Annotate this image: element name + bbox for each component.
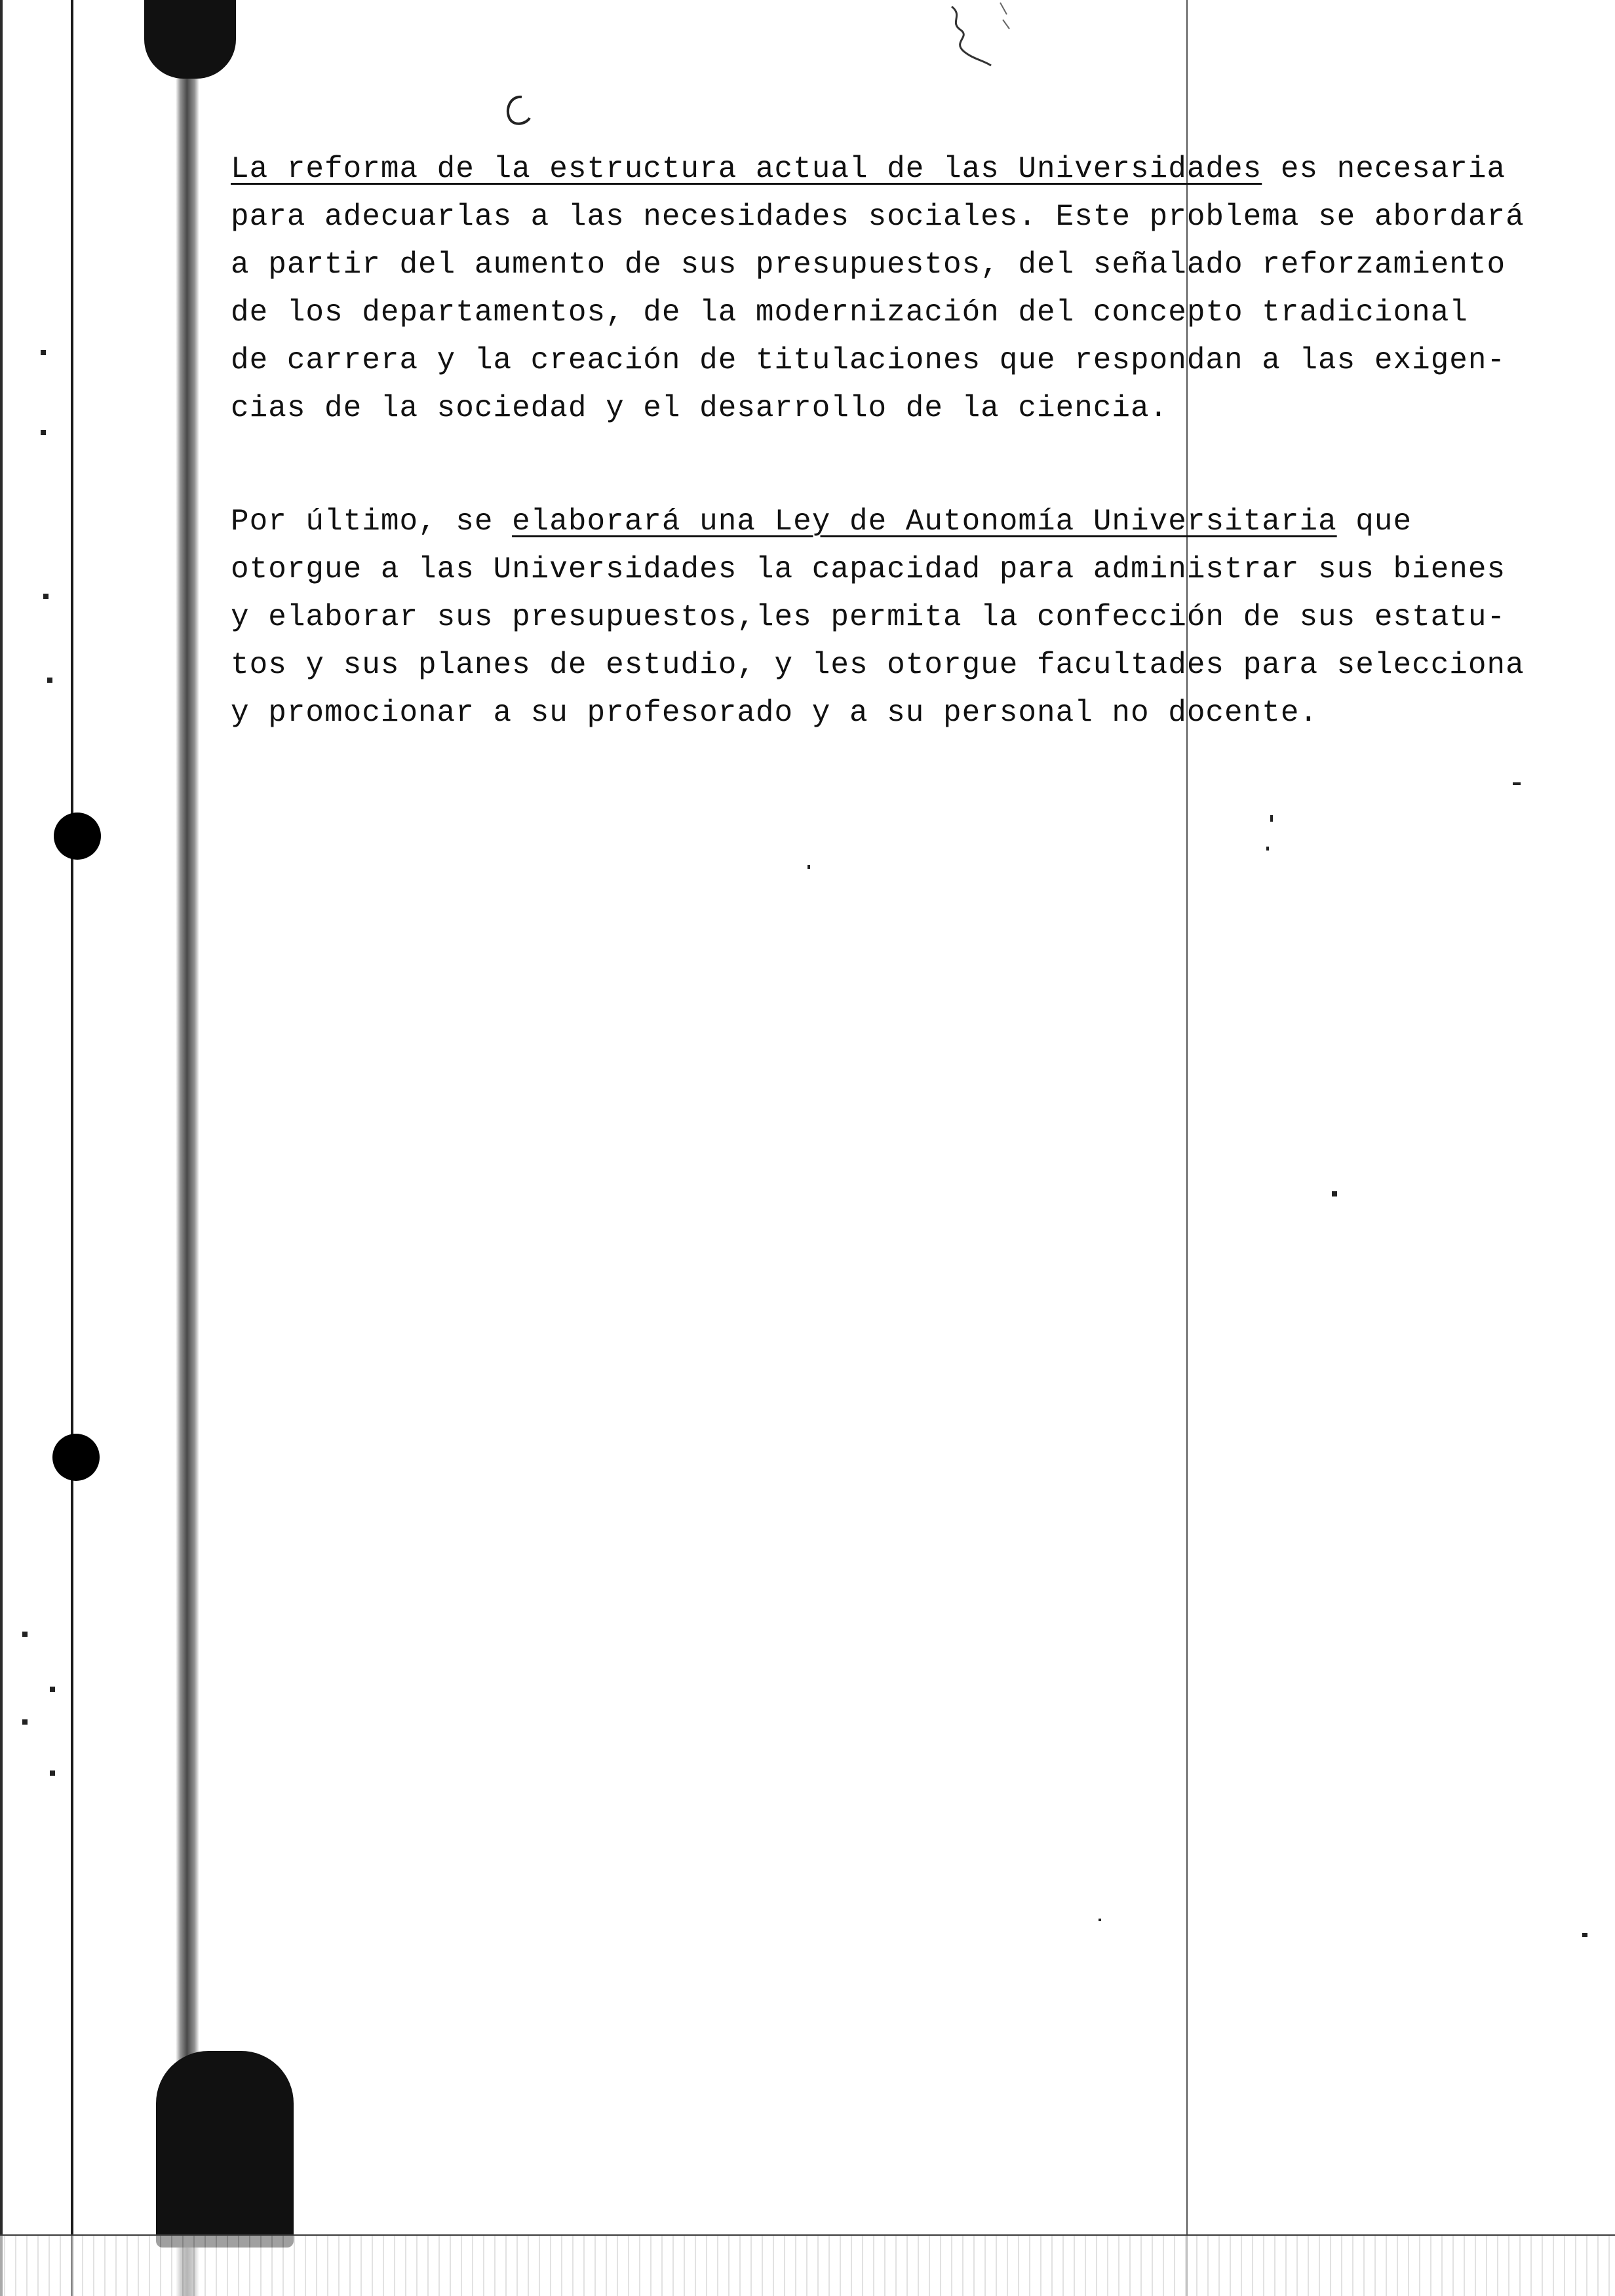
underlined-phrase: elaborará una Ley de Autonomía Universitaria bbox=[512, 505, 1337, 539]
speck bbox=[43, 594, 49, 599]
paragraph-line: de carrera y la creación de titulaciones que respondan a las exigen- bbox=[231, 343, 1506, 377]
speck bbox=[50, 1770, 55, 1776]
scan-noise bbox=[0, 2236, 1615, 2296]
paragraph-line: para adecuarlas a las necesidades sociales. Este problema se abordará bbox=[231, 200, 1525, 234]
paragraph-line: tos y sus planes de estudio, y les otorgue facultades para selecciona bbox=[231, 648, 1525, 682]
paragraph-line: otorgue a las Universidades la capacidad para administrar sus bienes bbox=[231, 552, 1506, 586]
paragraph-line: La reforma de la estructura actual de las Universidades es necesaria bbox=[231, 152, 1506, 186]
punch-hole bbox=[52, 1434, 100, 1481]
binding-shadow-bottom bbox=[156, 2051, 294, 2248]
speck bbox=[1266, 847, 1269, 851]
punch-hole bbox=[54, 813, 101, 860]
speck bbox=[808, 865, 810, 869]
page-edge bbox=[0, 0, 3, 2296]
underlined-phrase: La reforma de la estructura actual de las Universidades bbox=[231, 152, 1262, 186]
speck bbox=[1513, 782, 1521, 785]
binding-shadow-top bbox=[144, 0, 236, 79]
speck bbox=[22, 1719, 28, 1725]
paragraph-university-reform bbox=[231, 145, 1581, 432]
speck bbox=[1270, 815, 1273, 822]
binding-shadow bbox=[176, 0, 199, 2296]
speck bbox=[1099, 1919, 1101, 1921]
paragraph-line: cias de la sociedad y el desarrollo de la ciencia. bbox=[231, 391, 1169, 425]
speck bbox=[47, 678, 52, 683]
speck bbox=[41, 350, 46, 355]
margin-rule bbox=[71, 0, 73, 2296]
paragraph-line: a partir del aumento de sus presupuestos, del señalado reforzamiento bbox=[231, 248, 1506, 282]
paragraph-autonomy-law bbox=[231, 498, 1581, 737]
paragraph-line: y elaborar sus presupuestos,les permita la confección de sus estatu- bbox=[231, 600, 1506, 634]
paragraph-line: de los departamentos, de la modernización del concepto tradicional bbox=[231, 296, 1468, 330]
paragraph-line: Por último, se elaborará una Ley de Autonomía Universitaria que bbox=[231, 505, 1412, 539]
speck bbox=[50, 1687, 55, 1692]
speck bbox=[1582, 1933, 1587, 1937]
pencil-mark bbox=[944, 0, 1022, 72]
pen-mark bbox=[498, 92, 537, 131]
speck bbox=[41, 430, 46, 435]
paragraph-line: y promocionar a su profesorado y a su personal no docente. bbox=[231, 696, 1319, 730]
speck bbox=[1332, 1191, 1337, 1196]
speck bbox=[22, 1632, 28, 1637]
